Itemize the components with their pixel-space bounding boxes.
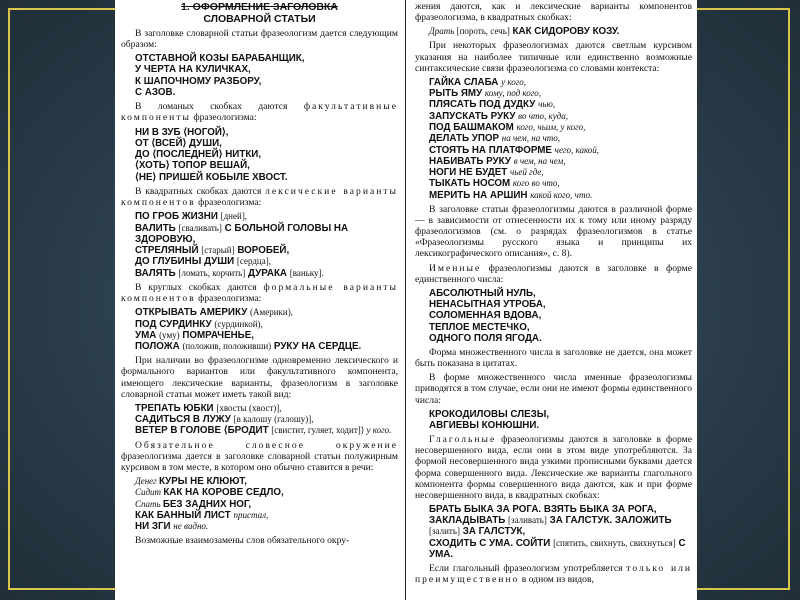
example-item: АВГИЕВЫ КОНЮШНИ.	[429, 419, 540, 431]
example-item: ДО ⟨ПОСЛЕДНЕЙ⟩ НИТКИ,	[135, 149, 262, 161]
example-list-formal	[135, 307, 398, 352]
example-item: ⟨ХОТЬ⟩ ТОПОР ВЕШАЙ,	[135, 160, 250, 172]
example-item: ВЕТЕР В ГОЛОВЕ ⟨БРОДИТ [свистит, гуляет, ходит]⟩ у кого.	[135, 425, 392, 437]
example-item: ЗАПУСКАТЬ РУКУ во что, куда,	[429, 110, 568, 122]
example-item: ⟨НЕ⟩ ПРИШЕЙ КОБЫЛЕ ХВОСТ.	[135, 171, 288, 183]
example-item: РЫТЬ ЯМУ кому, под кого,	[429, 88, 542, 100]
example-item: Денег КУРЫ НЕ КЛЮЮТ,	[135, 475, 247, 487]
paragraph-verbal: Глагольные фразеологизмы даются в заголовке в форме несовершенного вида, если они в этом виде употребляются. За формой несовершенного вида узкими прописными буквами дается форма совершенного вида. Лексические же варианты глагольного компонента формы совершенного вида даются, как и при форме несовершенного вида, в квадратных скобках:	[415, 434, 692, 501]
example-item: НАБИВАТЬ РУКУ в чем, на чем,	[429, 155, 566, 167]
example-list-plural	[429, 409, 692, 432]
example-item: СТРЕЛЯНЫЙ [старый] ВОРОБЕЙ,	[135, 245, 290, 257]
example-item: ОТКРЫВАТЬ АМЕРИКУ (Америки),	[135, 307, 293, 319]
example-item: ТЫКАТЬ НОСОМ кого во что,	[429, 178, 560, 190]
example-item: ОДНОГО ПОЛЯ ЯГОДА.	[429, 332, 542, 344]
section-title-line2: СЛОВАРНОЙ СТАТЬИ	[203, 13, 316, 25]
example-item: ПОЛОЖА (положив, положивши) РУКУ НА СЕРДЦЕ.	[135, 341, 362, 353]
example-item: Драть [пороть, сечь] КАК СИДОРОВУ КОЗУ.	[429, 26, 620, 38]
example-item: ПОД СУРДИНКУ (сурдинкой),	[135, 318, 263, 330]
paragraph-aspect: Если глагольный фразеологизм употребляется только или преимущественно в одном из видов,	[415, 563, 692, 586]
section-title	[121, 1, 398, 25]
paragraph-continuation: жения даются, как и лексические варианты компонентов фразеологизма, в квадратных скобках:	[415, 1, 692, 24]
example-item: БРАТЬ БЫКА ЗА РОГА. ВЗЯТЬ БЫКА ЗА РОГА,	[429, 503, 657, 515]
example-item: МЕРИТЬ НА АРШИН какой кого, что.	[429, 189, 593, 201]
document-page	[115, 0, 697, 600]
paragraph-nominal: Именные фразеологизмы даются в заголовке в форме единственного числа:	[415, 262, 692, 285]
example-item: ДЕЛАТЬ УПОР на чем, на что,	[429, 133, 561, 145]
example-item: НЕНАСЫТНАЯ УТРОБА,	[429, 298, 546, 310]
example-item: ТРЕПАТЬ ЮБКИ [хвосты (хвост)],	[135, 402, 282, 414]
example-item: УМА (уму) ПОМРАЧЕНЬЕ,	[135, 329, 254, 341]
example-item: С АЗОВ.	[135, 87, 176, 99]
example-item: К ШАПОЧНОМУ РАЗБОРУ,	[135, 75, 262, 87]
paragraph-syntax: При некоторых фразеологизмах даются светлым курсивом указания на наиболее типичные или единственно возможные синтаксические связи фразеологизма со словами контекста:	[415, 40, 692, 74]
example-item: ВАЛИТЬ [сваливать] С БОЛЬНОЙ ГОЛОВЫ НА ЗДОРОВУЮ,	[135, 222, 349, 245]
example-list-lexical	[135, 211, 398, 279]
example-item: ОТСТАВНОЙ КОЗЫ БАРАБАНЩИК,	[135, 53, 305, 65]
example-item: ПО ГРОБ ЖИЗНИ [дней],	[135, 211, 248, 223]
example-item: СТОЯТЬ НА ПЛАТФОРМЕ чего, какой,	[429, 144, 600, 156]
paragraph-continued: Возможные взаимозамены слов обязательного окру-	[135, 535, 350, 547]
example-list-syntax	[429, 77, 692, 201]
example-list-basic	[135, 53, 398, 98]
example-item: ПЛЯСАТЬ ПОД ДУДКУ чью,	[429, 99, 556, 111]
example-item: Сидит КАК НА КОРОВЕ СЕДЛО,	[135, 487, 284, 499]
example-item: ТЕПЛОЕ МЕСТЕЧКО,	[429, 321, 530, 333]
example-item: АБСОЛЮТНЫЙ НУЛЬ,	[429, 287, 536, 299]
paragraph-plural: В форме множественного числа именные фразеологизмы приводятся в том случае, если они не имеют формы единственного числа:	[415, 372, 692, 406]
example-list-nominal	[429, 288, 692, 344]
example-list-optional	[135, 127, 398, 183]
paragraph-combined: При наличии во фразеологизме одновременно лексического и формального вариантов или факультативного компонента, имеющего лексические варианты, фразеологизм в заголовке словарной статьи может иметь такой вид:	[121, 355, 398, 400]
paragraph-plural-note: Форма множественного числа в заголовке не дается, она может быть показана в цитатах.	[415, 347, 692, 370]
example-item: ВАЛЯТЬ [ломать, корчить] ДУРАКА [ваньку].	[135, 267, 324, 279]
example-item: САДИТЬСЯ В ЛУЖУ [в калошу (галошу)],	[135, 414, 314, 426]
example-item: НОГИ НЕ БУДЕТ чьей где,	[429, 167, 544, 179]
example-item: КАК БАННЫЙ ЛИСТ пристал,	[135, 509, 269, 521]
example-item: СОЛОМЕННАЯ ВДОВА,	[429, 310, 542, 322]
example-list-combined	[135, 403, 398, 437]
example-item: КРОКОДИЛОВЫ СЛЕЗЫ,	[429, 408, 550, 420]
example-substitution	[429, 26, 692, 37]
example-item: ОТ ⟨ВСЕЙ⟩ ДУШИ,	[135, 137, 222, 149]
example-item: ПОД БАШМАКОМ кого, чьим, у кого,	[429, 121, 586, 133]
example-item: ЗАКЛАДЫВАТЬ [заливать] ЗА ГАЛСТУК. ЗАЛОЖИТЬ [залить] ЗА ГАЛСТУК,	[429, 515, 672, 538]
right-column	[415, 0, 692, 600]
left-column	[121, 0, 398, 600]
paragraph-context: Обязательное словесное окружение фразеологизма дается в заголовке словарной статьи полужирным курсивом в том месте, в котором оно обычно ставится в речи:	[121, 439, 398, 473]
column-divider	[405, 0, 406, 600]
paragraph-lexical: В квадратных скобках даются лексические варианты компонентов фразеологизма:	[121, 186, 398, 209]
section-title-line1: 1. ОФОРМЛЕНИЕ ЗАГОЛОВКА	[181, 1, 338, 13]
example-list-context	[135, 476, 398, 532]
example-item: НИ В ЗУБ ⟨НОГОЙ⟩,	[135, 126, 229, 138]
example-item: ДО ГЛУБИНЫ ДУШИ [сердца],	[135, 256, 271, 268]
example-list-verbal	[429, 504, 692, 560]
example-item: ГАЙКА СЛАБА у кого,	[429, 76, 526, 88]
example-item: НИ ЗГИ не видно.	[135, 521, 209, 533]
paragraph-formal: В круглых скобках даются формальные варианты компонентов фразеологизма:	[121, 282, 398, 305]
example-item: У ЧЕРТА НА КУЛИЧКАХ,	[135, 64, 251, 76]
paragraph-intro: В заголовке словарной статьи фразеологизм дается следующим образом:	[121, 28, 398, 51]
paragraph-optional: В ломаных скобках даются факультативные компоненты фразеологизма:	[121, 101, 398, 124]
paragraph-forms: В заголовке статьи фразеологизмы даются в различной форме — в зависимости от отнесенности их к тому или иному разряду фразеологизмов (см. о разрядах фразеологизмов в статье «Фразеологизмы русского языка и принципы их лексикографического описания», с. 8).	[415, 204, 692, 260]
example-item: Спать БЕЗ ЗАДНИХ НОГ,	[135, 498, 252, 510]
example-item: СХОДИТЬ С УМА. СОЙТИ [спятить, свихнуть, свихнуться] С УМА.	[429, 537, 686, 560]
